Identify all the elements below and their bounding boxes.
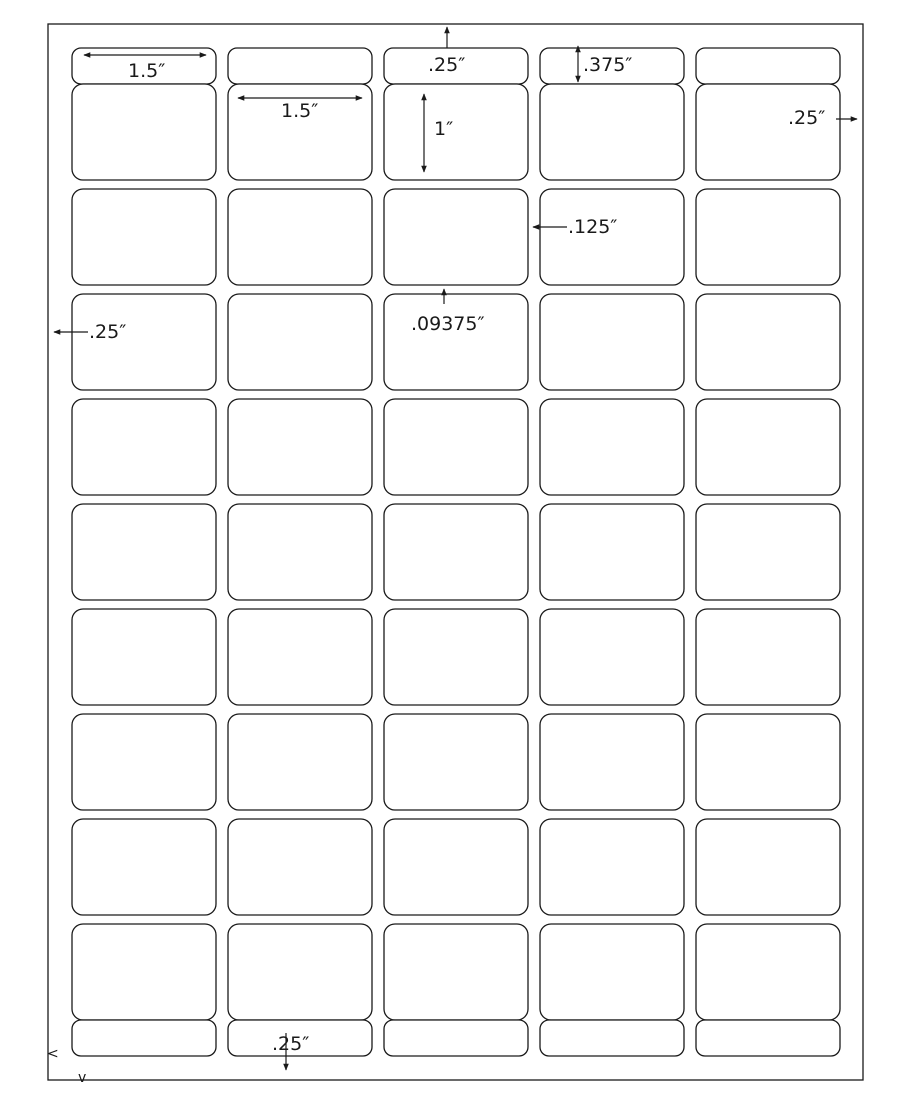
label-cell — [384, 924, 528, 1020]
label-grid — [72, 48, 840, 1056]
label-cell — [696, 399, 840, 495]
label-cell — [384, 1020, 528, 1056]
label-cell — [696, 819, 840, 915]
label-cell — [696, 189, 840, 285]
label-cell — [228, 189, 372, 285]
label-cell — [696, 84, 840, 180]
right-margin-text: .25″ — [788, 107, 826, 129]
label-cell — [384, 84, 528, 180]
left-margin-text: .25″ — [89, 321, 127, 343]
bottom-margin-text: .25″ — [272, 1033, 310, 1055]
label-cell — [540, 84, 684, 180]
label-cell — [384, 504, 528, 600]
label-cell — [696, 609, 840, 705]
label-cell — [72, 504, 216, 600]
label-cell — [540, 1020, 684, 1056]
label-cell — [540, 819, 684, 915]
label-cell — [384, 294, 528, 390]
label-cell — [72, 84, 216, 180]
corner-mark-bottom: v — [78, 1070, 87, 1086]
label-cell — [384, 714, 528, 810]
label-cell — [696, 48, 840, 84]
column-gap-text: .125″ — [568, 216, 618, 238]
corner-mark-left: < — [47, 1046, 59, 1062]
label-cell — [540, 924, 684, 1020]
label-cell — [228, 294, 372, 390]
label-cell — [228, 924, 372, 1020]
label-cell — [384, 189, 528, 285]
label-cell — [540, 294, 684, 390]
label-cell — [72, 1020, 216, 1056]
top-margin-text: .25″ — [428, 54, 466, 76]
label-cell — [540, 504, 684, 600]
label-cell — [540, 714, 684, 810]
label-cell — [696, 1020, 840, 1056]
strip-height-text: .375″ — [583, 54, 633, 76]
label-cell — [384, 819, 528, 915]
label-cell — [228, 609, 372, 705]
label-width-text-2: 1.5″ — [281, 100, 319, 122]
label-cell — [696, 294, 840, 390]
label-cell — [540, 399, 684, 495]
label-cell — [696, 924, 840, 1020]
label-cell — [72, 399, 216, 495]
label-cell — [696, 714, 840, 810]
label-cell — [228, 714, 372, 810]
label-cell — [72, 609, 216, 705]
label-cell — [228, 504, 372, 600]
label-cell — [72, 189, 216, 285]
label-cell — [228, 819, 372, 915]
label-cell — [72, 819, 216, 915]
label-cell — [72, 714, 216, 810]
row-gap-text: .09375″ — [411, 313, 485, 335]
label-cell — [384, 609, 528, 705]
label-height-text: 1″ — [434, 118, 454, 140]
label-width-text: 1.5″ — [128, 60, 166, 82]
label-cell — [384, 399, 528, 495]
label-cell — [72, 924, 216, 1020]
label-cell — [228, 48, 372, 84]
label-cell — [540, 609, 684, 705]
label-cell — [228, 399, 372, 495]
label-cell — [696, 504, 840, 600]
